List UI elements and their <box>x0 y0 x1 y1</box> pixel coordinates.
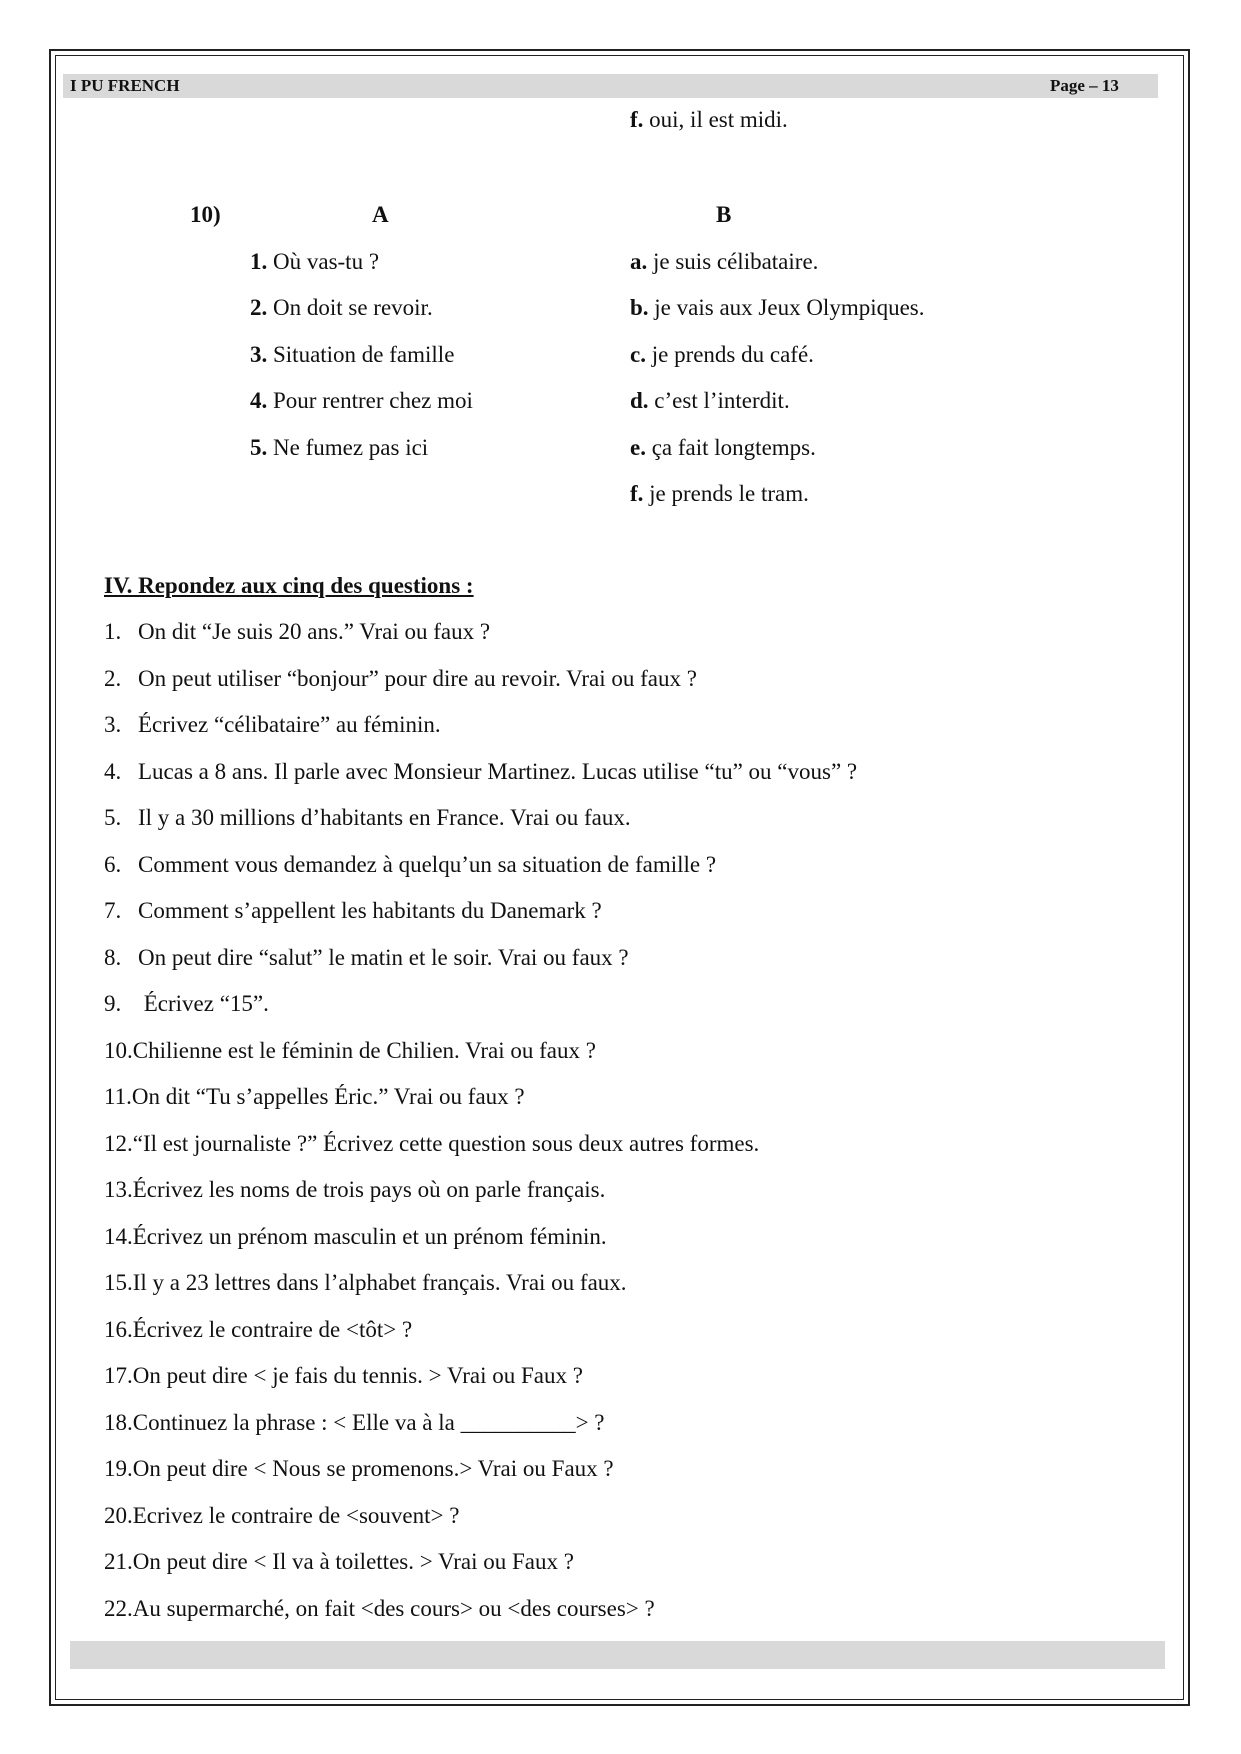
col-a-item: 4. Pour rentrer chez moi <box>250 388 473 413</box>
col-b-item: a. je suis célibataire. <box>630 249 819 274</box>
question-item: 22.Au supermarché, on fait <des cours> ou <des courses> ? <box>104 1595 655 1621</box>
exercise-number: 10) <box>190 202 221 227</box>
header-title: I PU FRENCH <box>70 76 180 95</box>
question-item: 20.Ecrivez le contraire de <souvent> ? <box>104 1502 460 1528</box>
col-b-item: b. je vais aux Jeux Olympiques. <box>630 295 925 320</box>
column-a-heading: A <box>372 202 389 227</box>
question-item: 2. On peut utiliser “bonjour” pour dire au revoir. Vrai ou faux ? <box>104 665 697 691</box>
question-item: 21.On peut dire < Il va à toilettes. > Vrai ou Faux ? <box>104 1549 574 1574</box>
question-item: 9. Écrivez “15”. <box>104 991 269 1016</box>
question-item: 18.Continuez la phrase : < Elle va à la __________> ? <box>104 1409 605 1435</box>
question-item: 11.On dit “Tu s’appelles Éric.” Vrai ou faux ? <box>104 1084 525 1109</box>
question-item: 3. Écrivez “célibataire” au féminin. <box>104 712 441 737</box>
question-item: 6. Comment vous demandez à quelqu’un sa situation de famille ? <box>104 851 717 877</box>
header-page-number: Page – 13 <box>1050 76 1119 95</box>
section-title: IV. Repondez aux cinq des questions : <box>104 573 474 598</box>
question-item: 5. Il y a 30 millions d’habitants en France. Vrai ou faux. <box>104 805 631 830</box>
question-item: 8. On peut dire “salut” le matin et le soir. Vrai ou faux ? <box>104 944 629 970</box>
question-item: 14.Écrivez un prénom masculin et un prénom féminin. <box>104 1223 607 1249</box>
col-b-item: d. c’est l’interdit. <box>630 388 790 413</box>
question-item: 17.On peut dire < je fais du tennis. > Vrai ou Faux ? <box>104 1363 583 1388</box>
question-item: 4. Lucas a 8 ans. Il parle avec Monsieur Martinez. Lucas utilise “tu” ou “vous” ? <box>104 758 858 784</box>
question-item: 13.Écrivez les noms de trois pays où on parle français. <box>104 1177 606 1202</box>
col-b-item: c. je prends du café. <box>630 342 814 367</box>
column-b-heading: B <box>716 202 732 227</box>
col-a-item: 3. Situation de famille <box>250 342 455 367</box>
header-bar <box>63 74 1158 98</box>
question-item: 15.Il y a 23 lettres dans l’alphabet français. Vrai ou faux. <box>104 1270 627 1295</box>
question-item: 10.Chilienne est le féminin de Chilien. Vrai ou faux ? <box>104 1037 596 1063</box>
col-b-item: e. ça fait longtemps. <box>630 435 816 460</box>
col-a-item: 5. Ne fumez pas ici <box>250 435 429 460</box>
question-item: 19.On peut dire < Nous se promenons.> Vrai ou Faux ? <box>104 1456 614 1481</box>
question-item: 16.Écrivez le contraire de <tôt> ? <box>104 1316 413 1342</box>
questions-list <box>104 618 857 1641</box>
col-a-item: 2. On doit se revoir. <box>250 295 433 320</box>
question-item: 1. On dit “Je suis 20 ans.” Vrai ou faux ? <box>104 619 491 644</box>
carryover-answer: f. oui, il est midi. <box>630 107 788 132</box>
question-item: 7. Comment s’appellent les habitants du Danemark ? <box>104 898 602 923</box>
col-a-item: 1. Où vas-tu ? <box>250 249 380 274</box>
footer-bar <box>70 1641 1165 1669</box>
question-item: 12.“Il est journaliste ?” Écrivez cette question sous deux autres formes. <box>104 1130 760 1156</box>
col-b-item: f. je prends le tram. <box>630 481 809 506</box>
